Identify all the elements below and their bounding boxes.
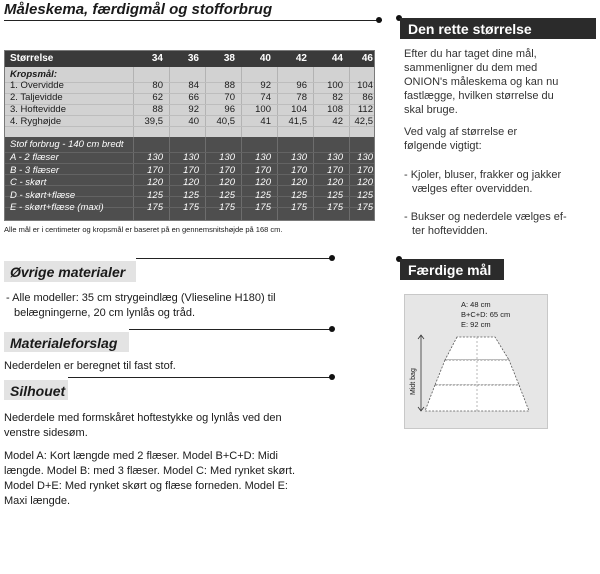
other-materials-text bbox=[6, 291, 346, 321]
fabric-consumption-row-cell: 175 bbox=[327, 202, 343, 213]
fabric-consumption-row bbox=[5, 177, 374, 188]
body-measurement-row bbox=[5, 116, 374, 127]
finished-heading: Færdige mål bbox=[400, 259, 504, 280]
size-section-line: ter hoftevidden. bbox=[412, 225, 488, 237]
size-section-line: sammenligner du dem med bbox=[404, 62, 538, 74]
fabric-consumption-row-cell: 120 bbox=[183, 177, 199, 188]
page-title: Måleskema, færdigmål og stofforbrug bbox=[4, 1, 273, 18]
fabric-consumption-row-cell: 170 bbox=[255, 164, 271, 176]
size-header-row-cell: 46 bbox=[361, 53, 373, 64]
body-measurement-row-cell: 78 bbox=[296, 92, 307, 103]
size-header-row-label: Størrelse bbox=[10, 53, 54, 64]
fabric-consumption-row-cell: 130 bbox=[255, 152, 271, 163]
body-measurement-row-cell: 66 bbox=[188, 92, 199, 103]
body-measurement-row bbox=[5, 104, 374, 115]
body-measurement-row-cell: 80 bbox=[152, 80, 163, 91]
body-measurement-row-cell: 92 bbox=[260, 80, 271, 91]
other-materials-line: - Alle modeller: 35 cm strygeindlæg (Vlieseline H180) til bbox=[6, 292, 276, 304]
other-materials-rule-dot bbox=[329, 255, 335, 261]
skirt-top-tier bbox=[445, 337, 509, 360]
fabric-consumption-row-cell: 120 bbox=[219, 177, 235, 188]
fabric-consumption-row-cell: 175 bbox=[219, 202, 235, 213]
fabric-consumption-row-cell: 170 bbox=[327, 164, 343, 176]
body-measurements-heading bbox=[5, 69, 374, 80]
body-measurement-row-cell: 40 bbox=[188, 116, 199, 127]
material-suggestion-heading: Materialeforslag bbox=[4, 332, 129, 352]
finished-measures-figure bbox=[404, 294, 548, 429]
material-suggestion-text: Nederdelen er beregnet til fast stof. bbox=[4, 360, 176, 372]
fabric-consumption-row-cell: 175 bbox=[255, 202, 271, 213]
fabric-consumption-row-cell: 125 bbox=[327, 189, 343, 201]
fabric-consumption-row-cell: 170 bbox=[357, 164, 373, 176]
body-measurements-section bbox=[5, 67, 374, 137]
fabric-consumption-row-label: B - 3 flæser bbox=[10, 164, 60, 176]
fabric-consumption-row-cell: 130 bbox=[291, 152, 307, 163]
silhouette-heading: Silhouet bbox=[4, 380, 68, 400]
size-section-line: Efter du har taget dine mål, bbox=[404, 48, 537, 60]
body-measurement-row-label: 4. Ryghøjde bbox=[10, 116, 62, 127]
size-section-line: ONION's måleskema og kan nu bbox=[404, 76, 559, 88]
silhouette-line: længde. Model B: med 3 flæser. Model C: Med rynket skørt. bbox=[4, 465, 296, 477]
body-measurement-row-label: 1. Overvidde bbox=[10, 80, 64, 91]
body-measurement-row-label: 3. Hoftevidde bbox=[10, 104, 66, 115]
size-section-bullet-bottoms bbox=[404, 210, 596, 238]
body-measurement-row-cell: 104 bbox=[357, 80, 373, 91]
size-section-line: fastlægge, hvilken størrelse du bbox=[404, 90, 554, 102]
body-measurement-row-cell: 41 bbox=[260, 116, 271, 127]
body-measurement-row-cell: 62 bbox=[152, 92, 163, 103]
size-header-row-cell: 38 bbox=[223, 53, 235, 64]
body-measurement-row-cell: 86 bbox=[362, 92, 373, 103]
fabric-consumption-heading bbox=[5, 139, 374, 150]
title-rule bbox=[4, 20, 382, 21]
size-section-line: - Kjoler, bluser, frakker og jakker bbox=[404, 169, 562, 181]
table-footnote: Alle mål er i centimeter og kropsmål er baseret på en gennemsnitshøjde på 168 cm. bbox=[4, 225, 283, 234]
fabric-consumption-row-cell: 125 bbox=[219, 189, 235, 201]
body-measurement-row bbox=[5, 80, 374, 91]
body-measurement-row-label: 2. Taljevidde bbox=[10, 92, 63, 103]
fabric-consumption-heading-label: Stof forbrug - 140 cm bredt bbox=[10, 139, 124, 150]
fabric-consumption-row-cell: 175 bbox=[291, 202, 307, 213]
size-table bbox=[4, 50, 375, 221]
fabric-consumption-row-cell: 125 bbox=[183, 189, 199, 201]
fabric-consumption-row-cell: 130 bbox=[357, 152, 373, 163]
fabric-consumption-row-cell: 170 bbox=[219, 164, 235, 176]
body-measurement-row-cell: 96 bbox=[224, 104, 235, 115]
fabric-consumption-row-cell: 170 bbox=[183, 164, 199, 176]
body-measurement-row-cell: 108 bbox=[327, 104, 343, 115]
fabric-consumption-row-cell: 130 bbox=[147, 152, 163, 163]
body-measurement-row-cell: 74 bbox=[260, 92, 271, 103]
body-measurement-row-cell: 84 bbox=[188, 80, 199, 91]
fabric-consumption-row-cell: 170 bbox=[291, 164, 307, 176]
fabric-consumption-row-cell: 120 bbox=[291, 177, 307, 188]
fabric-consumption-row-label: C - skørt bbox=[10, 177, 47, 188]
fabric-consumption-row-cell: 125 bbox=[147, 189, 163, 201]
fabric-consumption-row-cell: 175 bbox=[357, 202, 373, 213]
fabric-consumption-row-cell: 130 bbox=[183, 152, 199, 163]
size-section-line: skal bruge. bbox=[404, 104, 458, 116]
material-suggestion-rule bbox=[129, 329, 332, 330]
size-section-bullet-tops bbox=[404, 168, 596, 196]
center-back-label: Midt bag bbox=[410, 368, 417, 395]
silhouette-line: venstre sidesøm. bbox=[4, 427, 88, 439]
fabric-consumption-row-cell: 120 bbox=[255, 177, 271, 188]
size-header-row-cell: 42 bbox=[295, 53, 307, 64]
other-materials-rule bbox=[136, 258, 332, 259]
finished-measure-a: A: 48 cm bbox=[461, 300, 491, 309]
fabric-consumption-row bbox=[5, 190, 374, 201]
silhouette-rule bbox=[68, 377, 332, 378]
size-header-row-cell: 36 bbox=[187, 53, 199, 64]
fabric-consumption-row-cell: 125 bbox=[291, 189, 307, 201]
body-measurement-row-cell: 42,5 bbox=[354, 116, 373, 127]
size-section-heading: Den rette størrelse bbox=[400, 18, 596, 39]
body-measurement-row-cell: 112 bbox=[357, 104, 373, 115]
fabric-consumption-row-cell: 130 bbox=[327, 152, 343, 163]
size-header-row-cell: 44 bbox=[331, 53, 343, 64]
fabric-consumption-row-cell: 175 bbox=[147, 202, 163, 213]
fabric-consumption-row-cell: 120 bbox=[327, 177, 343, 188]
title-rule-dot bbox=[376, 17, 382, 23]
body-measurement-row-cell: 100 bbox=[255, 104, 271, 115]
silhouette-line bbox=[4, 441, 354, 449]
fabric-consumption-row bbox=[5, 152, 374, 163]
fabric-consumption-row-cell: 120 bbox=[147, 177, 163, 188]
finished-measure-e: E: 92 cm bbox=[461, 320, 491, 329]
fabric-consumption-row-cell: 125 bbox=[255, 189, 271, 201]
table-header bbox=[5, 51, 374, 67]
body-measurement-row-cell: 96 bbox=[296, 80, 307, 91]
body-measurement-row-cell: 82 bbox=[332, 92, 343, 103]
material-suggestion-rule-dot bbox=[329, 326, 335, 332]
other-materials-line: belægningerne, 20 cm lynlås og tråd. bbox=[14, 307, 195, 319]
size-header-row-cell: 34 bbox=[151, 53, 163, 64]
silhouette-line: Nederdele med formskåret hoftestykke og lynlås ved den bbox=[4, 412, 282, 424]
fabric-consumption-row-cell: 170 bbox=[147, 164, 163, 176]
other-materials-heading: Øvrige materialer bbox=[4, 261, 136, 282]
size-section-line: - Bukser og nederdele vælges ef- bbox=[404, 211, 567, 223]
fabric-consumption-section bbox=[5, 137, 374, 220]
fabric-consumption-row-label: A - 2 flæser bbox=[10, 152, 59, 163]
silhouette-rule-dot bbox=[329, 374, 335, 380]
fabric-consumption-row-label: D - skørt+flæse bbox=[10, 189, 76, 201]
body-measurement-row-cell: 70 bbox=[224, 92, 235, 103]
body-measurements-heading-label: Kropsmål: bbox=[10, 69, 57, 80]
size-section-intro bbox=[404, 47, 596, 117]
body-measurement-row bbox=[5, 92, 374, 103]
body-measurement-row-cell: 92 bbox=[188, 104, 199, 115]
finished-measure-bcd: B+C+D: 65 cm bbox=[461, 310, 511, 319]
fabric-consumption-row-cell: 130 bbox=[219, 152, 235, 163]
fabric-consumption-row-cell: 125 bbox=[357, 189, 373, 201]
fabric-consumption-row-cell: 120 bbox=[357, 177, 373, 188]
body-measurement-row-cell: 88 bbox=[224, 80, 235, 91]
fabric-consumption-row bbox=[5, 165, 374, 176]
fabric-consumption-row-cell: 175 bbox=[183, 202, 199, 213]
size-header-row bbox=[5, 51, 374, 67]
fabric-consumption-row-label: E - skørt+flæse (maxi) bbox=[10, 202, 104, 213]
body-measurement-row-cell: 88 bbox=[152, 104, 163, 115]
silhouette-line: Model D+E: Med rynket skørt og flæse forneden. Model E: bbox=[4, 480, 288, 492]
size-header-row-cell: 40 bbox=[259, 53, 271, 64]
silhouette-line: Model A: Kort længde med 2 flæser. Model B+C+D: Midi bbox=[4, 450, 278, 462]
body-measurement-row-cell: 42 bbox=[332, 116, 343, 127]
silhouette-line: Maxi længde. bbox=[4, 495, 71, 507]
size-section-line: vælges efter overvidden. bbox=[412, 183, 533, 195]
silhouette-text bbox=[4, 411, 354, 509]
size-section-line: følgende vigtigt: bbox=[404, 140, 482, 152]
body-measurement-row-cell: 40,5 bbox=[216, 116, 235, 127]
fabric-consumption-row bbox=[5, 202, 374, 213]
size-section-choice bbox=[404, 125, 596, 153]
body-measurement-row-cell: 104 bbox=[291, 104, 307, 115]
body-measurement-row-cell: 41,5 bbox=[288, 116, 307, 127]
size-section-line: Ved valg af størrelse er bbox=[404, 126, 518, 138]
body-measurement-row-cell: 39,5 bbox=[144, 116, 163, 127]
body-measurement-row-cell: 100 bbox=[327, 80, 343, 91]
